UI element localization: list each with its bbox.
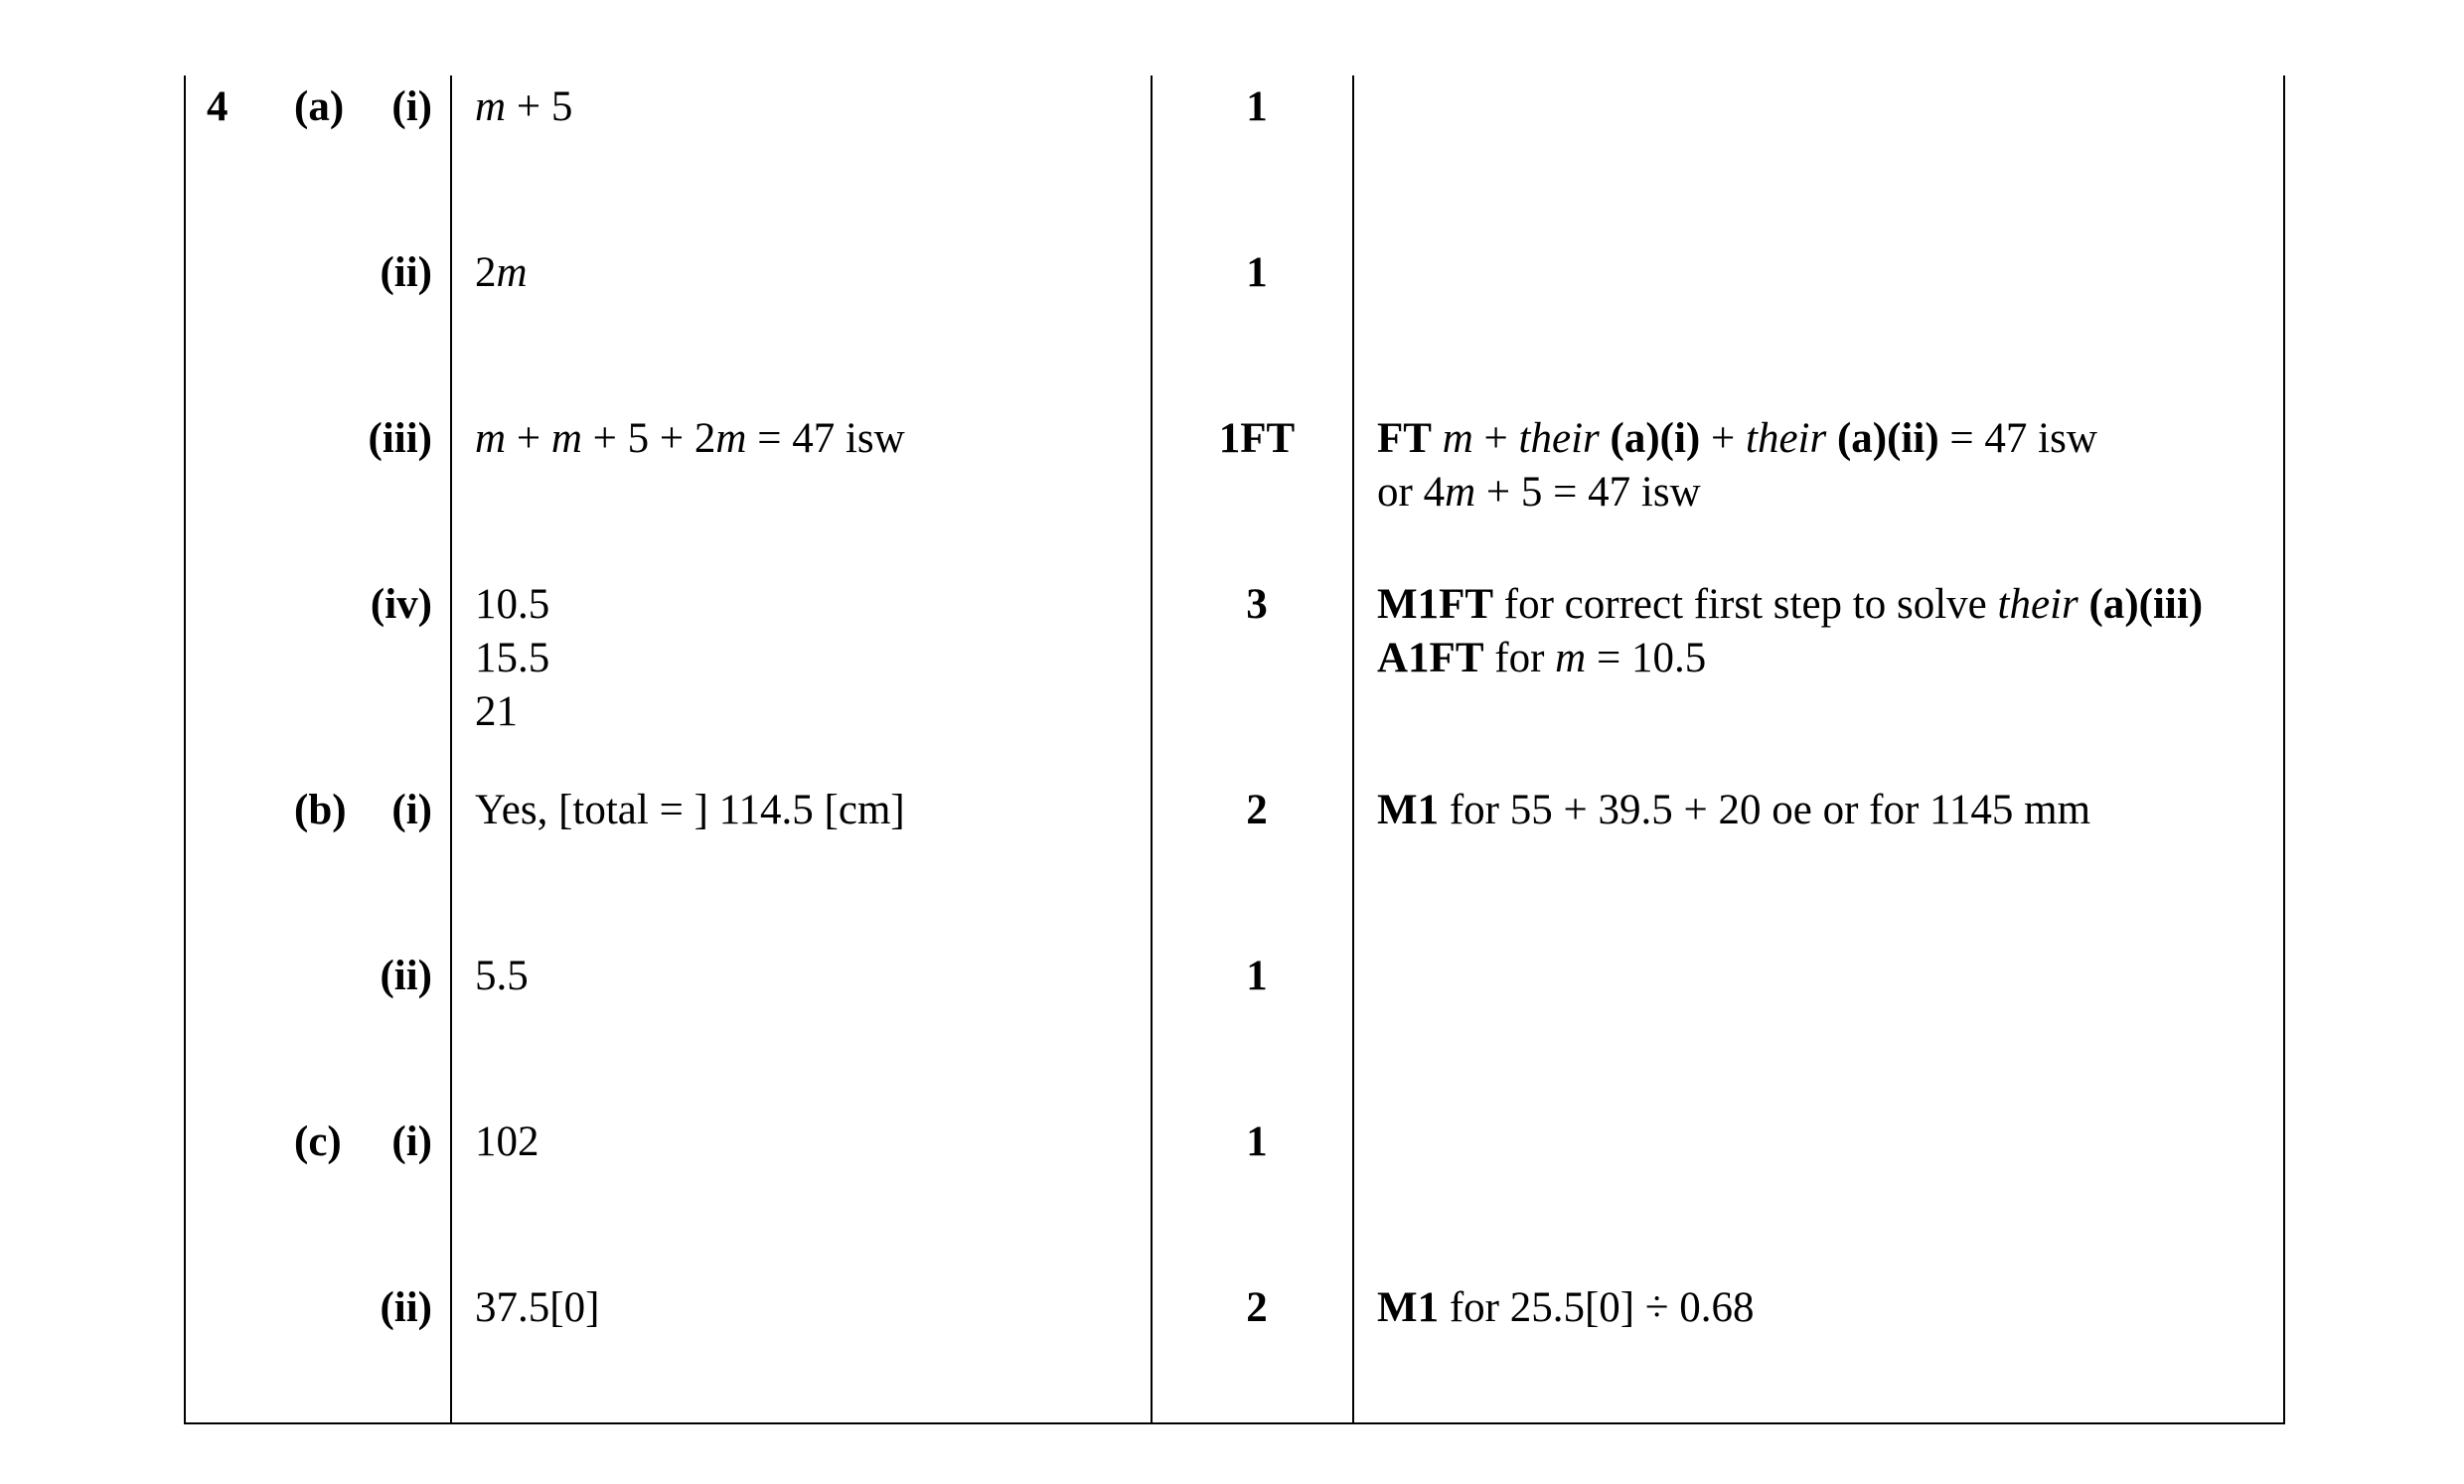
- part-label-a: (a): [294, 83, 345, 130]
- row-4-sub-label: (iv): [370, 581, 432, 628]
- row-2-sub-label: (ii): [380, 249, 432, 296]
- row-5-marks: 2: [1246, 787, 1268, 833]
- row-5-sub-label: (i): [391, 787, 432, 833]
- row-1-answer: m + 5: [475, 83, 573, 130]
- part-label-c: (c): [294, 1118, 342, 1165]
- row-7-sub-label: (i): [391, 1118, 432, 1165]
- row-7-marks: 1: [1246, 1118, 1268, 1165]
- row-4-guidance-line-2: A1FT for m = 10.5: [1377, 635, 1707, 681]
- column-divider-answer: [450, 75, 452, 1424]
- row-3-guidance-line-2: or 4m + 5 = 47 isw: [1377, 469, 1701, 516]
- row-7-answer: 102: [475, 1118, 539, 1165]
- row-3-guidance-line-1: FT m + their (a)(i) + their (a)(ii) = 47 isw: [1377, 415, 2097, 462]
- row-6-sub-label: (ii): [380, 953, 432, 999]
- row-4-answer-line-2: 15.5: [475, 635, 550, 681]
- row-2-marks: 1: [1246, 249, 1268, 296]
- row-1-marks: 1: [1246, 83, 1268, 130]
- row-6-marks: 1: [1246, 953, 1268, 999]
- row-8-sub-label: (ii): [380, 1284, 432, 1331]
- row-5-answer: Yes, [total = ] 114.5 [cm]: [475, 787, 905, 833]
- row-4-guidance-line-1: M1FT for correct first step to solve their (a)(iii): [1377, 581, 2204, 628]
- column-divider-marks: [1151, 75, 1153, 1424]
- row-8-guidance: M1 for 25.5[0] ÷ 0.68: [1377, 1284, 1755, 1331]
- part-label-b: (b): [294, 787, 347, 833]
- table-border-left: [184, 75, 186, 1424]
- question-number: 4: [207, 83, 229, 130]
- row-4-answer-line-1: 10.5: [475, 581, 550, 628]
- table-border-right: [2283, 75, 2285, 1424]
- row-8-marks: 2: [1246, 1284, 1268, 1331]
- row-5-guidance: M1 for 55 + 39.5 + 20 oe or for 1145 mm: [1377, 787, 2091, 833]
- row-6-answer: 5.5: [475, 953, 529, 999]
- row-8-answer: 37.5[0]: [475, 1284, 600, 1331]
- row-1-sub-label: (i): [391, 83, 432, 130]
- row-4-answer-line-3: 21: [475, 688, 518, 735]
- row-2-answer: 2m: [475, 249, 528, 296]
- row-4-marks: 3: [1246, 581, 1268, 628]
- table-border-bottom: [184, 1422, 2285, 1424]
- row-3-sub-label: (iii): [368, 415, 432, 462]
- row-3-marks: 1FT: [1218, 415, 1296, 462]
- column-divider-guidance: [1352, 75, 1354, 1424]
- row-3-answer: m + m + 5 + 2m = 47 isw: [475, 415, 905, 462]
